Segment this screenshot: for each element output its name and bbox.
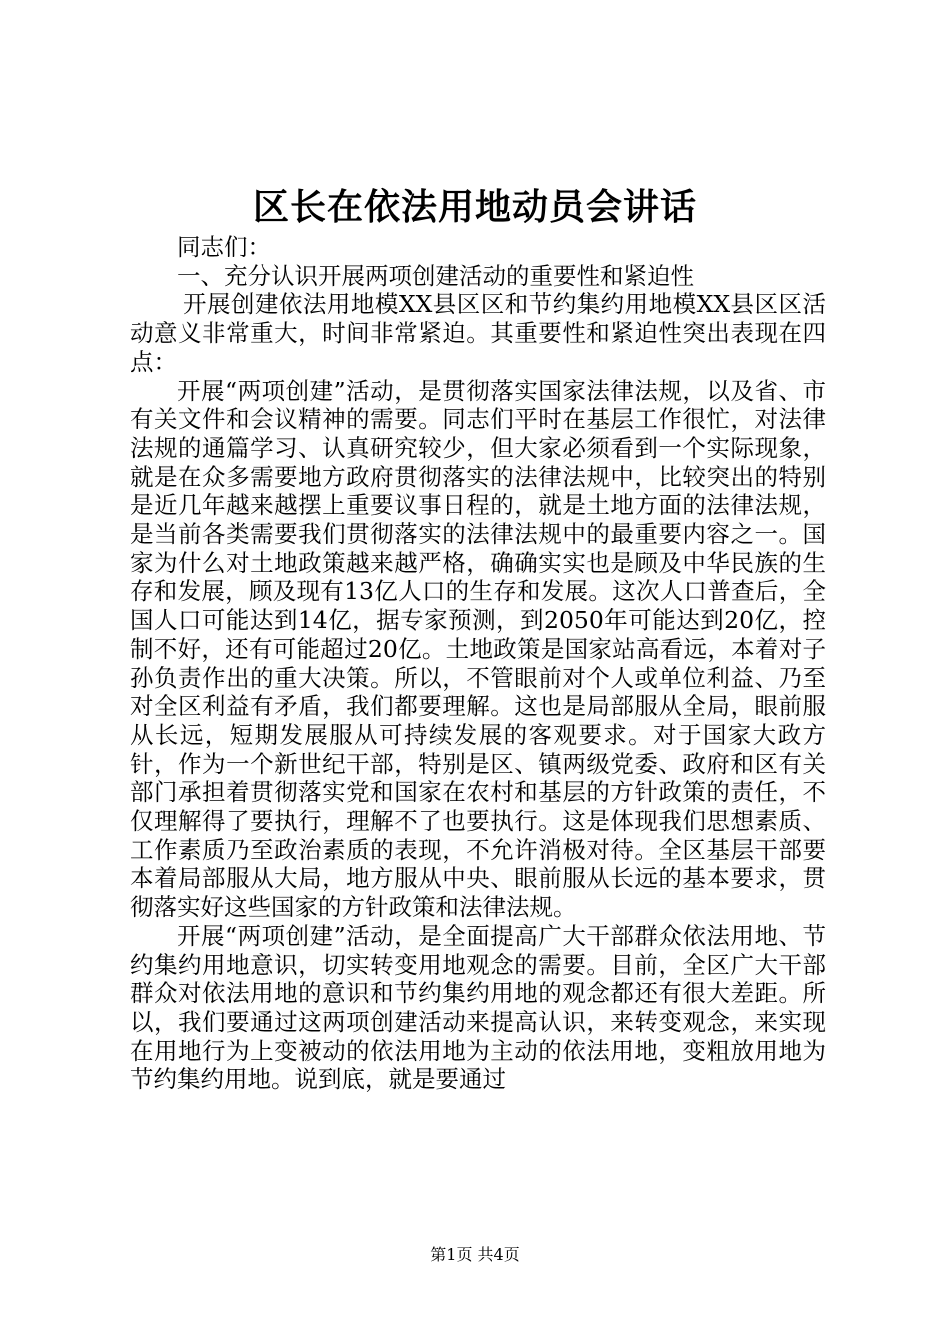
document-title: 区长在依法用地动员会讲话 <box>252 186 697 228</box>
section-heading: 一、充分认识开展两项创建活动的重要性和紧迫性 <box>177 261 694 290</box>
body-paragraph: 开展“两项创建”活动，是全面提高广大干部群众依法用地、节约集约用地意识，切实转变用地观念的需要。目前，全区广大干部群众对依法用地的意识和节约集约用地的观念都还有很大差距。所以，我们要通过这两项创建活动来提高认识，来转变观念，来实现在用地行为上变被动的依法用地为主动的依法用地，变粗放用地为节约集约用地。说到底，就是要通过 <box>130 921 826 1094</box>
page-number-footer: 第1页 共4页 <box>430 1245 520 1264</box>
salutation-paragraph: 同志们： <box>177 233 271 261</box>
document-body <box>130 233 826 1094</box>
body-paragraph: 开展创建依法用地模XX县区区和节约集约用地模XX县区区活动意义非常重大，时间非常紧迫。其重要性和紧迫性突出表现在四点： <box>130 290 826 376</box>
body-paragraph: 开展“两项创建”活动，是贯彻落实国家法律法规，以及省、市有关文件和会议精神的需要。同志们平时在基层工作很忙，对法律法规的通篇学习、认真研究较少，但大家必须看到一个实际现象，就是在众多需要地方政府贯彻落实的法律法规中，比较突出的特别是近几年越来越摆上重要议事日程的，就是土地方面的法律法规，是当前各类需要我们贯彻落实的法律法规中的最重要内容之一。国家为什么对土地政策越来越严格，确确实实也是顾及中华民族的生存和发展，顾及现有13亿人口的生存和发展。这次人口普查后，全国人口可能达到14亿，据专家预测，到2050年可能达到20亿，控制不好，还有可能超过20亿。土地政策是国家站高看远，本着对子孙负责作出的重大决策。所以，不管眼前对个人或单位利益、乃至对全区利益有矛盾，我们都要理解。这也是局部服从全局，眼前服从长远，短期发展服从可持续发展的客观要求。对于国家大政方针，作为一个新世纪干部，特别是区、镇两级党委、政府和区有关部门承担着贯彻落实党和国家在农村和基层的方针政策的责任，不仅理解得了要执行，理解不了也要执行。这是体现我们思想素质、工作素质乃至政治素质的表现，不允许消极对待。全区基层干部要本着局部服从大局，地方服从中央、眼前服从长远的基本要求，贯彻落实好这些国家的方针政策和法律法规。 <box>130 376 826 922</box>
